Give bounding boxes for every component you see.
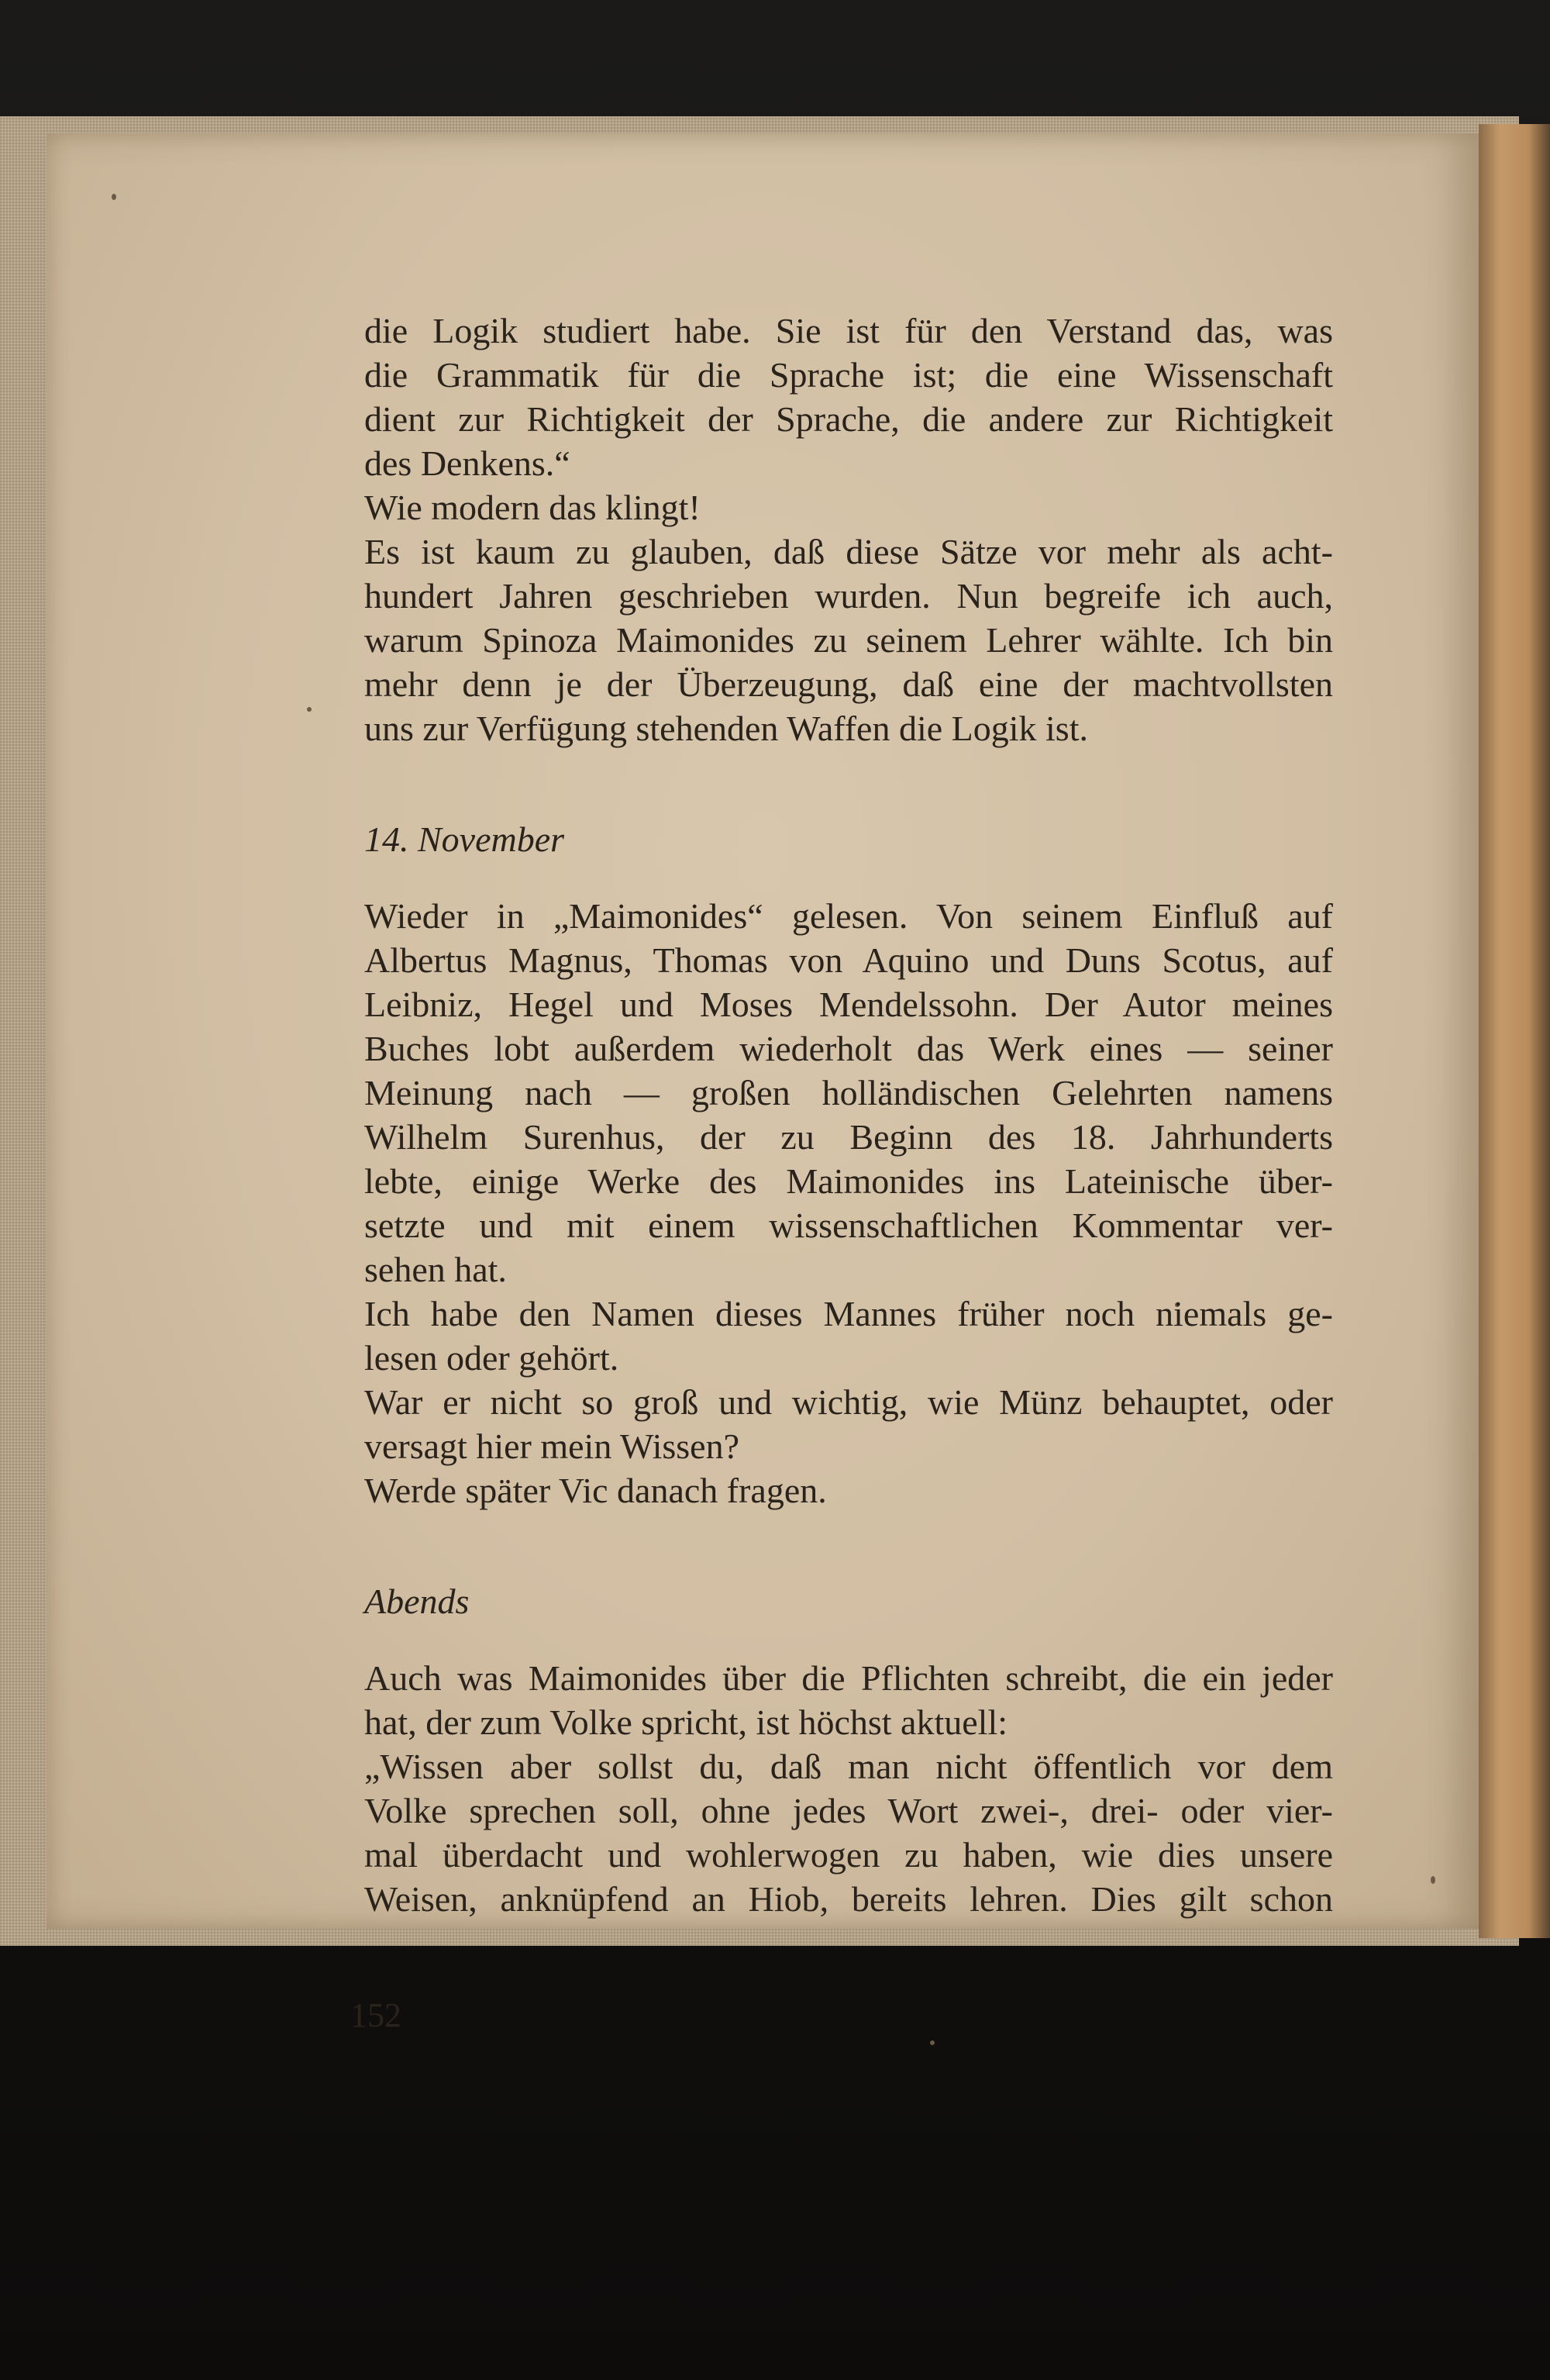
text-line: Leibniz, Hegel und Moses Mendelssohn. Der Autor meines [364,985,1333,1024]
text-line: Wie modern das klingt! [364,488,701,527]
text-line: mehr denn je der Überzeugung, daß eine der machtvollsten [364,664,1333,704]
paragraph-2 [364,894,1333,1513]
text-line: mal überdacht und wohlerwogen zu haben, wie dies unsere [364,1835,1333,1875]
page-speck [1431,1876,1435,1884]
text-line: warum Spinoza Maimonides zu seinem Lehrer wählte. Ich bin [364,620,1333,660]
section-heading-date: 14. November [364,819,565,859]
text-line: die Grammatik für die Sprache ist; die eine Wissenschaft [364,355,1333,395]
text-line: Auch was Maimonides über die Pflichten schreibt, die ein jeder [364,1658,1333,1698]
page-speck [112,194,116,200]
text-line: sehen hat. [364,1250,507,1289]
book-edge [1479,124,1550,1938]
text-line: die Logik studiert habe. Sie ist für den Verstand das, was [364,311,1333,350]
text-line: Weisen, anknüpfend an Hiob, bereits lehren. Dies gilt schon [364,1879,1333,1919]
text-line: lebte, einige Werke des Maimonides ins Lateinische über- [364,1161,1333,1201]
text-line: dient zur Richtigkeit der Sprache, die andere zur Richtigkeit [364,399,1333,439]
page-speck [930,2040,935,2045]
text-line: hundert Jahren geschrieben wurden. Nun begreife ich auch, [364,576,1333,616]
text-line: lesen oder gehört. [364,1338,619,1378]
text-line: versagt hier mein Wissen? [364,1426,739,1466]
text-line: des Denkens.“ [364,443,570,483]
text-line: Wieder in „Maimonides“ gelesen. Von seinem Einfluß auf [364,896,1333,936]
text-line: Es ist kaum zu glauben, daß diese Sätze vor mehr als acht- [364,532,1333,571]
text-line: Buches lobt außerdem wiederholt das Werk eines — seiner [364,1029,1333,1068]
paragraph-3 [364,1656,1333,1921]
text-line: Wilhelm Surenhus, der zu Beginn des 18. Jahrhunderts [364,1117,1333,1157]
text-line: Ich habe den Namen dieses Mannes früher noch niemals ge- [364,1294,1333,1333]
text-line: setzte und mit einem wissenschaftlichen Kommentar ver- [364,1206,1333,1245]
page-text [364,309,1333,1921]
page-speck [307,707,312,712]
text-line: War er nicht so groß und wichtig, wie Münz behauptet, oder [364,1382,1333,1422]
section-heading-evening: Abends [364,1581,470,1621]
text-line: Meinung nach — großen holländischen Gelehrten namens [364,1073,1333,1112]
page-number: 152 [350,1996,401,2034]
text-line: „Wissen aber sollst du, daß man nicht öffentlich vor dem [364,1747,1333,1786]
paragraph-1 [364,309,1333,750]
text-line: uns zur Verfügung stehenden Waffen die Logik ist. [364,709,1088,748]
text-line: hat, der zum Volke spricht, ist höchst aktuell: [364,1702,1008,1742]
text-line: Albertus Magnus, Thomas von Aquino und Duns Scotus, auf [364,940,1333,980]
text-line: Volke sprechen soll, ohne jedes Wort zwei-, drei- oder vier- [364,1791,1333,1830]
text-line: Werde später Vic danach fragen. [364,1471,827,1510]
